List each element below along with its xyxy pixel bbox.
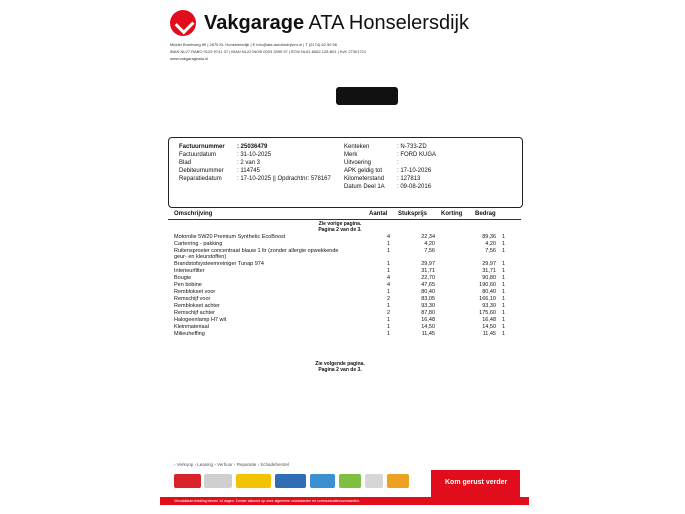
item-code: 1	[502, 310, 506, 316]
item-description: Halogeenlamp H7 wit	[174, 317, 227, 323]
cta-text: Kom gerust verder	[445, 479, 508, 486]
item-qty: 1	[386, 241, 390, 247]
item-code: 1	[502, 296, 506, 302]
item-qty: 1	[386, 261, 390, 267]
item-description: Brandstofsysteemreiniger Tunap 974	[174, 261, 264, 267]
item-code: 1	[502, 324, 506, 330]
header-aantal: Aantal	[369, 211, 388, 217]
item-qty: 1	[386, 248, 390, 254]
item-amount: 90,80	[482, 275, 496, 281]
item-description: Carterring - pakking	[174, 241, 223, 247]
item-code: 1	[502, 234, 506, 240]
item-code: 1	[502, 289, 506, 295]
info-label: Kenteken	[344, 144, 370, 150]
table-row	[160, 261, 529, 268]
item-qty: 2	[386, 310, 390, 316]
partner-logo-5	[310, 474, 335, 488]
item-description: Interieurfilter	[174, 268, 205, 274]
item-amount: 175,60	[479, 310, 496, 316]
terms-bar: Vervaldatum betaling binnen 14 dagen. Zonder akkoord op onze algemene voorwaarden en communicatievoorwaarden.	[160, 497, 529, 505]
header-korting: Korting	[441, 211, 463, 217]
table-row	[160, 234, 529, 241]
header-stuksprijs: Stuksprijs	[398, 211, 428, 217]
item-amount: 166,10	[479, 296, 496, 302]
redacted-address	[336, 87, 398, 105]
info-label: APK geldig tot	[344, 168, 383, 174]
item-code: 1	[502, 282, 506, 288]
table-row	[160, 310, 529, 317]
table-row	[160, 268, 529, 275]
footer-links: › Verkoop › Leasing › Verhuur › Reparatie › Schadeherstel	[174, 462, 290, 467]
item-amount: 7,56	[485, 248, 496, 254]
invoice-page	[160, 0, 529, 514]
address-line-2: IBAN NL27 RABO 0129 9741 37 | IBAN NL22 INGB 0003 3399 97 | BTW NL81.6062.125.B01 | KvK 27301721	[170, 49, 367, 54]
item-code: 1	[502, 317, 506, 323]
table-row	[160, 241, 529, 248]
item-description: Pen bobine	[174, 282, 202, 288]
item-price: 22,34	[421, 234, 435, 240]
item-code: 1	[502, 248, 506, 254]
info-value: : 114745	[237, 168, 260, 174]
item-code: 1	[502, 241, 506, 247]
info-label: Kilometerstand	[344, 176, 385, 182]
address-line-1: Middel Broekweg 89 | 2675 KL Honselersdijk | E info@ata-autobedrijven.nl | T (0174) 62 50 56	[170, 42, 337, 47]
info-value: :	[397, 160, 399, 166]
partner-logo-8	[387, 474, 409, 488]
item-qty: 1	[386, 324, 390, 330]
info-value: : 31-10-2025	[237, 152, 272, 158]
table-row	[160, 275, 529, 282]
item-price: 87,80	[421, 310, 435, 316]
item-qty: 4	[386, 275, 390, 281]
partner-logo-4	[275, 474, 306, 488]
website: www.vakgarageata.nl	[170, 56, 209, 61]
item-amount: 29,97	[482, 261, 496, 267]
item-price: 29,97	[421, 261, 435, 267]
note-top: Zie vorige pagina. Pagina 2 van de 3.	[318, 221, 362, 233]
table-row	[160, 289, 529, 296]
item-amount: 80,40	[482, 289, 496, 295]
item-amount: 190,60	[479, 282, 496, 288]
item-code: 1	[502, 303, 506, 309]
item-price: 22,70	[421, 275, 435, 281]
item-amount: 11,45	[482, 331, 496, 337]
info-label: Factuurdatum	[179, 152, 217, 158]
item-qty: 1	[386, 317, 390, 323]
item-description: Milieuheffing	[174, 331, 205, 337]
info-label: Datum Deel 1A	[344, 184, 385, 190]
item-description: Ruitensproeier concentraat blauw 1 ltr (zonder allergie opwekkende	[174, 248, 339, 254]
invoice-info-box	[168, 137, 523, 208]
partner-logo-2	[204, 474, 232, 488]
info-label: Uitvoering	[344, 160, 372, 166]
item-price: 80,40	[421, 289, 435, 295]
brand-bold: Vakgarage	[204, 12, 305, 34]
item-description: Remschijf voor	[174, 296, 211, 302]
item-amount: 16,48	[482, 317, 496, 323]
item-price: 93,30	[421, 303, 435, 309]
info-value: : FORD KUGA	[397, 152, 437, 158]
partner-logo-3	[236, 474, 271, 488]
table-row	[160, 282, 529, 289]
item-description: Motorolie 5W20 Premium Synthetic EcoBoost	[174, 234, 286, 240]
item-description-cont: geur- en kleurstoffen)	[174, 254, 227, 260]
item-description: Remschijf achter	[174, 310, 215, 316]
item-qty: 4	[386, 234, 390, 240]
vakgarage-logo-icon	[170, 10, 196, 36]
item-price: 14,50	[421, 324, 435, 330]
header-bedrag: Bedrag	[475, 211, 496, 217]
info-value: : 127813	[397, 176, 421, 182]
item-amount: 31,71	[482, 268, 496, 274]
item-qty: 1	[386, 303, 390, 309]
item-price: 47,65	[421, 282, 435, 288]
item-code: 1	[502, 261, 506, 267]
info-label: Merk	[344, 152, 358, 158]
table-row	[160, 248, 529, 260]
item-price: 4,20	[424, 241, 435, 247]
info-label: Blad	[179, 160, 192, 166]
item-qty: 1	[386, 289, 390, 295]
table-row	[160, 317, 529, 324]
item-code: 1	[502, 331, 506, 337]
item-description: Remblokset voor	[174, 289, 216, 295]
item-price: 16,48	[421, 317, 435, 323]
item-amount: 4,20	[485, 241, 496, 247]
info-value: : 2 van 3	[237, 160, 261, 166]
table-header-divider	[168, 219, 521, 220]
info-value: : N-733-ZD	[397, 144, 427, 150]
info-label: Factuurnummer	[179, 144, 225, 150]
item-price: 31,71	[421, 268, 435, 274]
info-value: : 25036479	[237, 144, 268, 150]
table-row	[160, 331, 529, 338]
item-qty: 1	[386, 331, 390, 337]
company-name	[204, 10, 469, 36]
item-code: 1	[502, 275, 506, 281]
item-amount: 89,36	[482, 234, 496, 240]
item-price: 83,05	[421, 296, 435, 302]
item-description: Remblokset achter	[174, 303, 220, 309]
info-value: : 09-08-2016	[397, 184, 432, 190]
item-qty: 4	[386, 282, 390, 288]
item-amount: 14,50	[482, 324, 496, 330]
header-omschrijving: Omschrijving	[174, 211, 213, 217]
table-row	[160, 303, 529, 310]
partner-logo-6	[339, 474, 361, 488]
info-value: : 17-10-2025 || Opdrachtnr: 578167	[237, 176, 331, 182]
item-price: 7,56	[424, 248, 435, 254]
item-amount: 93,30	[482, 303, 496, 309]
partner-logo-1	[174, 474, 201, 488]
item-qty: 2	[386, 296, 390, 302]
info-label: Reparatiedatum	[179, 176, 222, 182]
item-qty: 1	[386, 268, 390, 274]
note-bottom: Zie volgende pagina. Pagina 2 van de 3.	[315, 361, 365, 373]
info-value: : 17-10-2026	[397, 168, 432, 174]
item-code: 1	[502, 268, 506, 274]
partner-logo-7	[365, 474, 383, 488]
table-row	[160, 324, 529, 331]
info-label: Debiteurnummer	[179, 168, 224, 174]
item-description: Kleinmateriaal	[174, 324, 209, 330]
table-row	[160, 296, 529, 303]
item-price: 11,45	[421, 331, 435, 337]
item-description: Bougie	[174, 275, 192, 281]
brand-rest: ATA Honselersdijk	[308, 12, 469, 34]
